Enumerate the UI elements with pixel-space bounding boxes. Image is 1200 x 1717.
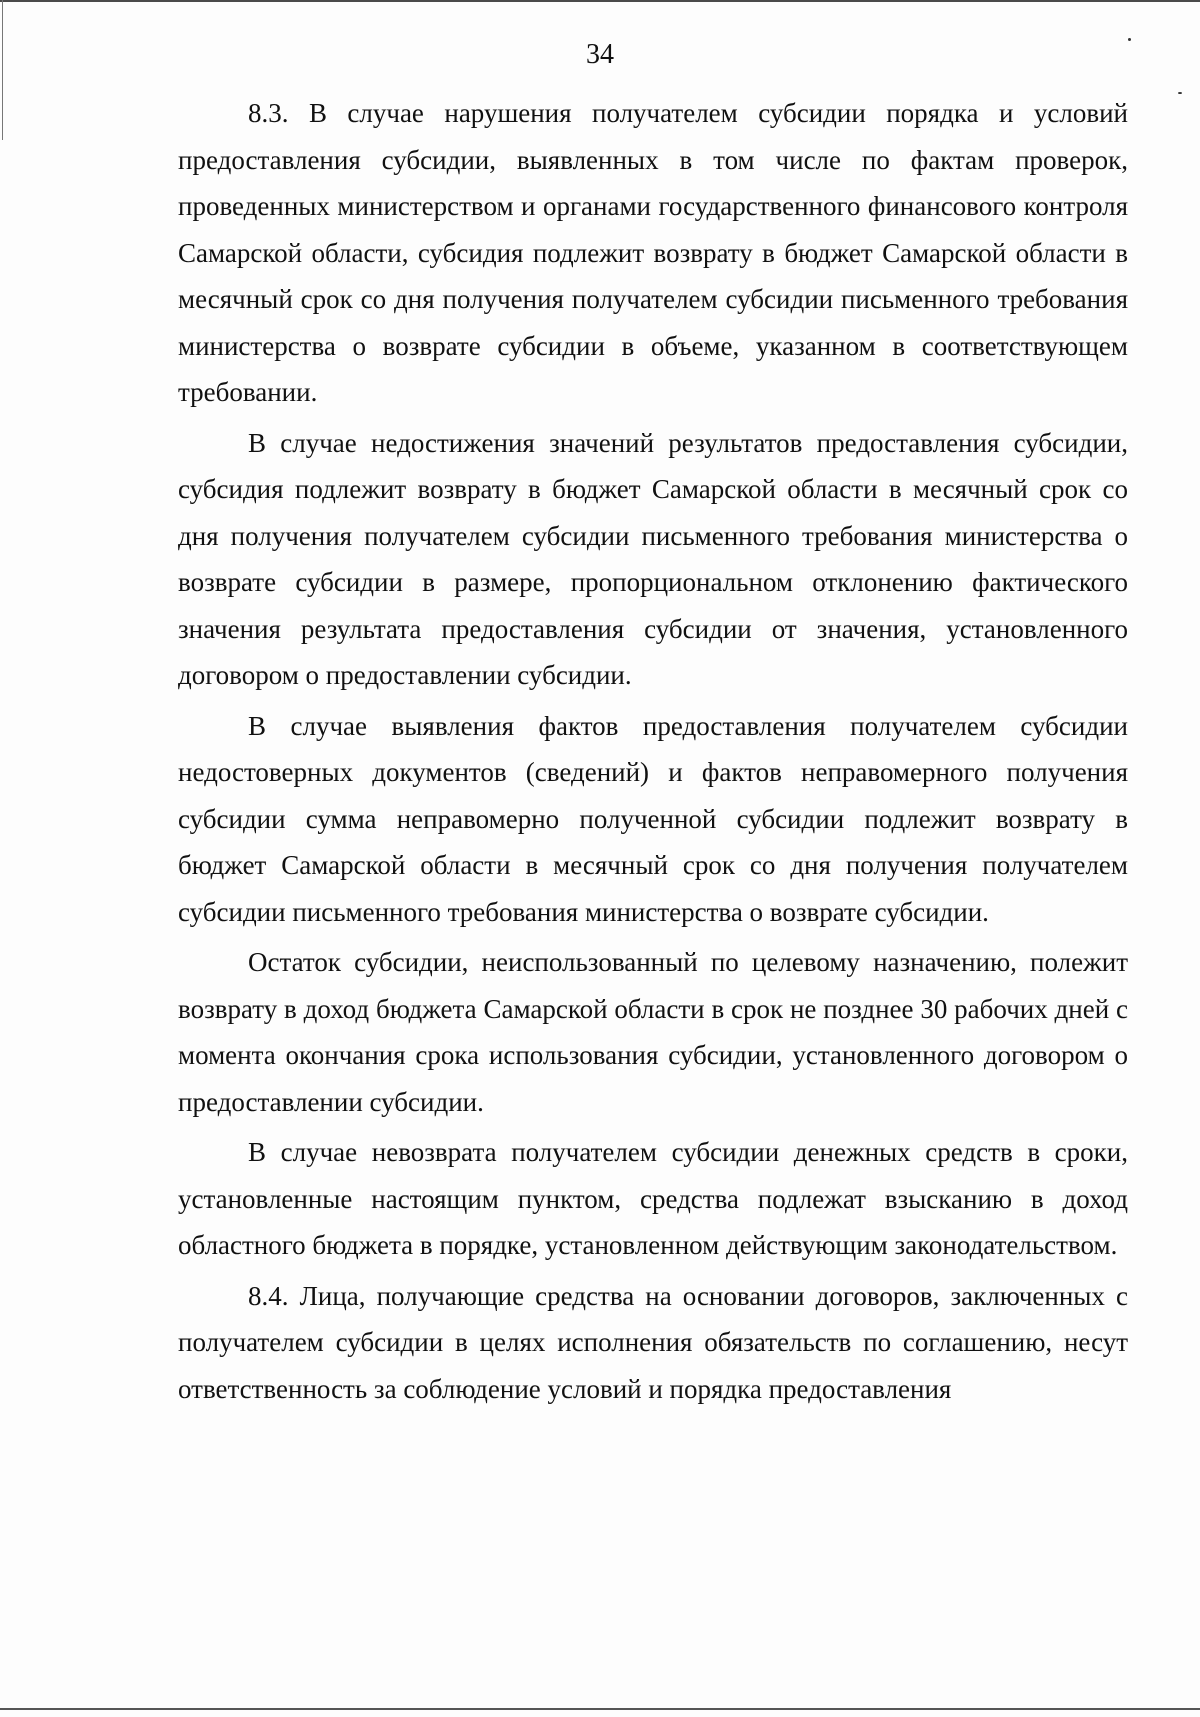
scan-speck xyxy=(1178,92,1182,94)
paragraph-non-return: В случае невозврата получателем субсидии денежных средств в сроки, установленные настоящим пунктом, средства подлежат взысканию в доход областного бюджета в порядке, установленном действующим законодательством. xyxy=(178,1137,1128,1260)
document-body xyxy=(178,90,1128,1412)
paragraph-false-documents: В случае выявления фактов предоставления получателем субсидии недостоверных документов (сведений) и фактов неправомерного получения субсидии сумма неправомерно полученной субсидии подлежит возврату в бюджет Самарской области в месячный срок со дня получения получателем субсидии письменного требования министерства о возврате субсидии. xyxy=(178,710,1128,927)
paragraph-unused-balance: Остаток субсидии, неиспользованный по целевому назначению, полежит возврату в доход бюджета Самарской области в срок не позднее 30 рабочих дней с момента окончания срока использования субсидии, установленного договором о предоставлении субсидии. xyxy=(178,947,1128,1117)
scan-top-edge xyxy=(0,0,1200,2)
paragraph-8-4: 8.4. Лица, получающие средства на основании договоров, заключенных с получателем субсидии в целях исполнения обязательств по соглашению, несут ответственность за соблюдение условий и порядка предоставления xyxy=(178,1280,1128,1404)
paragraph-non-achievement: В случае недостижения значений результатов предоставления субсидии, субсидия подлежит возврату в бюджет Самарской области в месячный срок со дня получения получателем субсидии письменного требования министерства о возврате субсидии в размере, пропорциональном отклонению фактического значения результата предоставления субсидии от значения, установленного договором о предоставлении субсидии. xyxy=(178,427,1128,690)
paragraph-8-3: 8.3. В случае нарушения получателем субсидии порядка и условий предоставления субсидии, выявленных в том числе по фактам проверок, проведенных министерством и органами государственного финансового контроля Самарской области, субсидия подлежит возврату в бюджет Самарской области в месячный срок со дня получения получателем субсидии письменного требования министерства о возврате субсидии в объеме, указанном в соответствующем требовании. xyxy=(178,98,1128,407)
page-number: 34 xyxy=(586,39,614,70)
scan-bottom-edge xyxy=(0,1708,1200,1710)
